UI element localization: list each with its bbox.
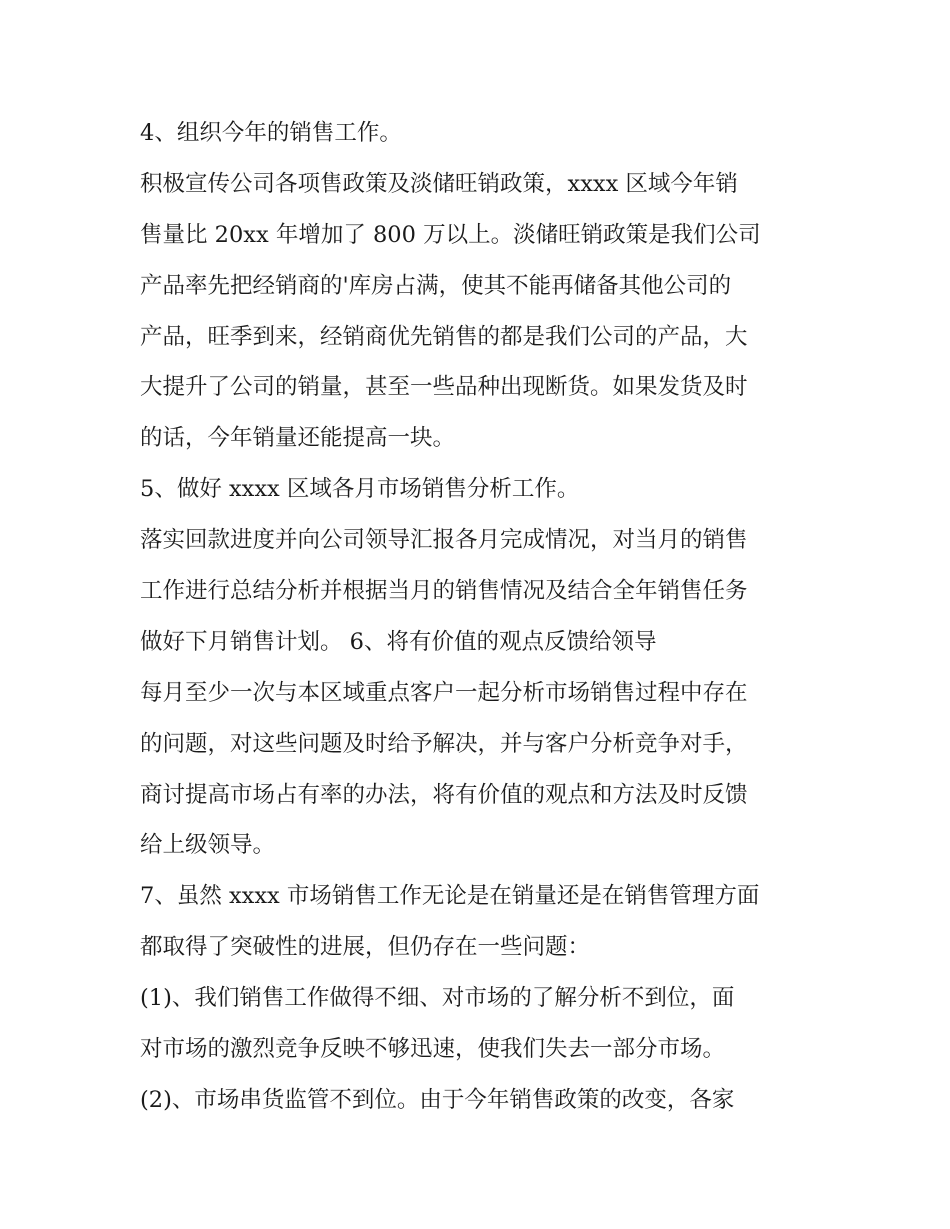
paragraph-line: 每月至少一次与本区域重点客户一起分析市场销售过程中存在 xyxy=(140,679,748,706)
paragraph-line: 的话，今年销量还能提高一块。 xyxy=(140,425,456,452)
heading-item-5: 5、做好 xxxx 区域各月市场销售分析工作。 xyxy=(140,476,580,503)
paragraph-line: 给上级领导。 xyxy=(140,832,276,859)
paragraph-line: 积极宣传公司各项售政策及淡储旺销政策，xxxx 区域今年销 xyxy=(140,170,738,197)
paragraph-line: 落实回款进度并向公司领导汇报各月完成情况，对当月的销售 xyxy=(140,527,748,554)
paragraph-line: 大提升了公司的销量，甚至一些品种出现断货。如果发货及时 xyxy=(140,374,748,401)
list-item-1: (1)、我们销售工作做得不细、对市场的了解分析不到位，面 xyxy=(140,985,735,1012)
paragraph-line: 对市场的激烈竞争反映不够迅速，使我们失去一部分市场。 xyxy=(140,1036,726,1063)
paragraph-line: 产品率先把经销商的'库房占满，使其不能再储备其他公司的 xyxy=(140,272,732,299)
paragraph-line: 做好下月销售计划。 6、将有价值的观点反馈给领导 xyxy=(140,628,657,655)
paragraph-line: 的问题，对这些问题及时给予解决，并与客户分析竞争对手， xyxy=(140,730,748,757)
document-body xyxy=(140,108,820,1126)
paragraph-line: 都取得了突破性的进展，但仍存在一些问题： xyxy=(140,934,591,961)
paragraph-line: 商讨提高市场占有率的办法，将有价值的观点和方法及时反馈 xyxy=(140,781,748,808)
heading-item-4: 4、组织今年的销售工作。 xyxy=(140,120,402,146)
heading-item-7: 7、虽然 xxxx 市场销售工作无论是在销量还是在销售管理方面 xyxy=(140,883,760,910)
list-item-2: (2)、市场串货监管不到位。由于今年销售政策的改变，各家 xyxy=(140,1086,735,1113)
paragraph-line: 产品，旺季到来，经销商优先销售的都是我们公司的产品，大 xyxy=(140,323,748,350)
paragraph-line: 售量比 20xx 年增加了 800 万以上。淡储旺销政策是我们公司 xyxy=(140,221,761,248)
paragraph-line: 工作进行总结分析并根据当月的销售情况及结合全年销售任务 xyxy=(140,578,748,605)
